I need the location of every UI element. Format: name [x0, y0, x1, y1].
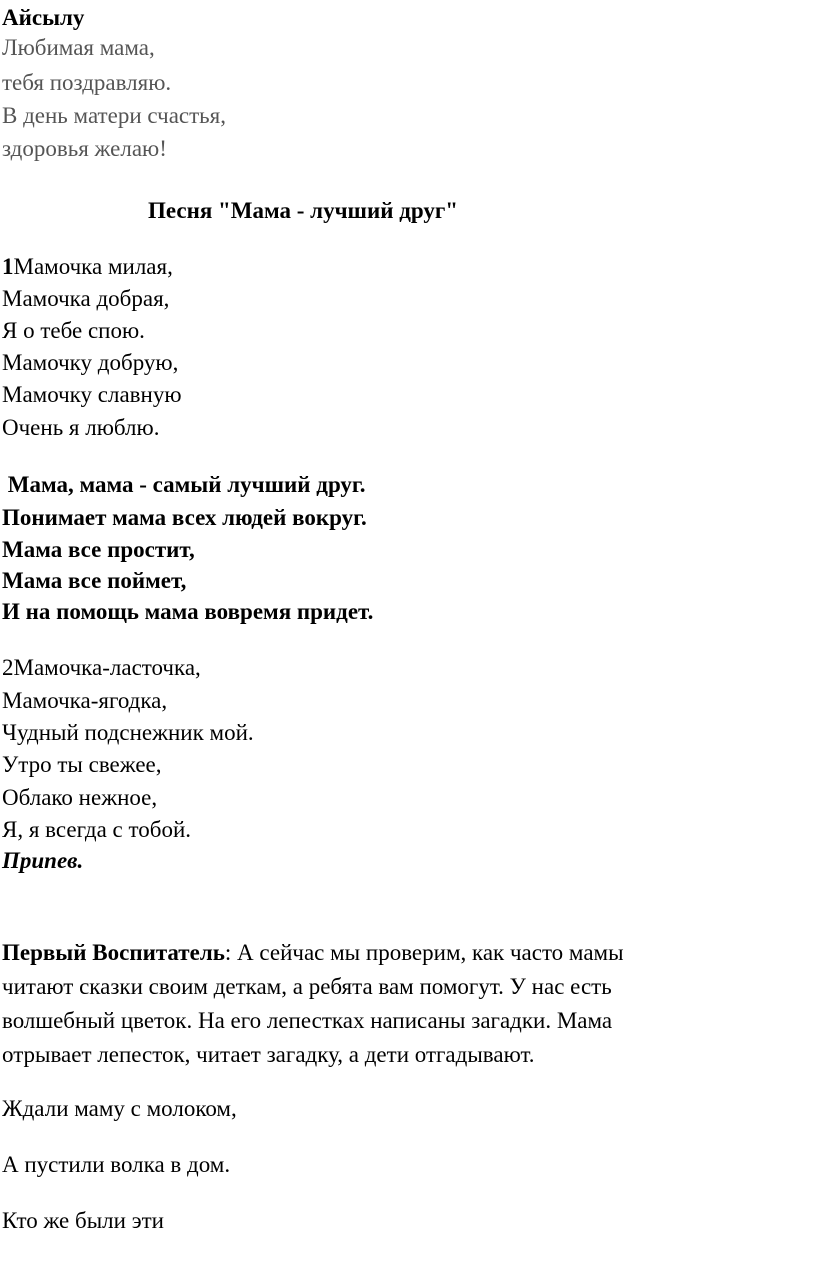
poem-line: В день матери счастья, — [2, 103, 226, 128]
verse1-line: Мамочку славную — [2, 382, 182, 407]
poem-author: Айсылу — [2, 5, 85, 30]
verse1-line: Мамочка милая, — [13, 254, 173, 279]
chorus-line: Мама все поймет, — [2, 568, 187, 593]
verse1-line: Очень я люблю. — [2, 415, 160, 440]
educator-line: волшебный цветок. На его лепестках написаны загадки. Мама — [2, 1008, 613, 1033]
educator-line: отрывает лепесток, читает загадку, а дети отгадывают. — [2, 1042, 535, 1067]
verse2-line: Утро ты свежее, — [2, 752, 162, 777]
verse1-line: Мамочку добрую, — [2, 350, 179, 375]
chorus-line: Понимает мама всех людей вокруг. — [2, 505, 367, 530]
chorus-line: Мама, мама - самый лучший друг. — [2, 472, 366, 497]
verse2-line: 2Мамочка-ласточка, — [2, 655, 201, 680]
verse2-line: Мамочка-ягодка, — [2, 688, 168, 713]
poem-line: Любимая мама, — [2, 35, 155, 60]
educator-line: : А сейчас мы проверим, как часто мамы — [224, 940, 624, 965]
educator-line-first — [2, 938, 624, 968]
poem-line: тебя поздравляю. — [2, 70, 172, 95]
refrain-label: Припев. — [2, 848, 84, 873]
chorus-line: И на помощь мама вовремя придет. — [2, 599, 374, 624]
song-title: Песня "Мама - лучший друг" — [148, 198, 459, 223]
verse2-line: Я, я всегда с тобой. — [2, 817, 192, 842]
verse2-line: Чудный подснежник мой. — [2, 720, 254, 745]
verse1-line: Я о тебе спою. — [2, 318, 145, 343]
verse1-line-first — [2, 252, 173, 282]
riddle-line: Ждали маму с молоком, — [2, 1096, 237, 1121]
riddle-line: А пустили волка в дом. — [2, 1152, 231, 1177]
educator-line: читают сказки своим деткам, а ребята вам помогут. У нас есть — [2, 974, 612, 999]
verse1-number: 1 — [2, 254, 14, 279]
verse1-line: Мамочка добрая, — [2, 286, 170, 311]
riddle-line: Кто же были эти — [2, 1208, 164, 1233]
verse2-line: Облако нежное, — [2, 785, 158, 810]
poem-line: здоровья желаю! — [2, 136, 167, 161]
educator-speaker: Первый Воспитатель — [2, 940, 225, 965]
chorus-line: Мама все простит, — [2, 537, 195, 562]
